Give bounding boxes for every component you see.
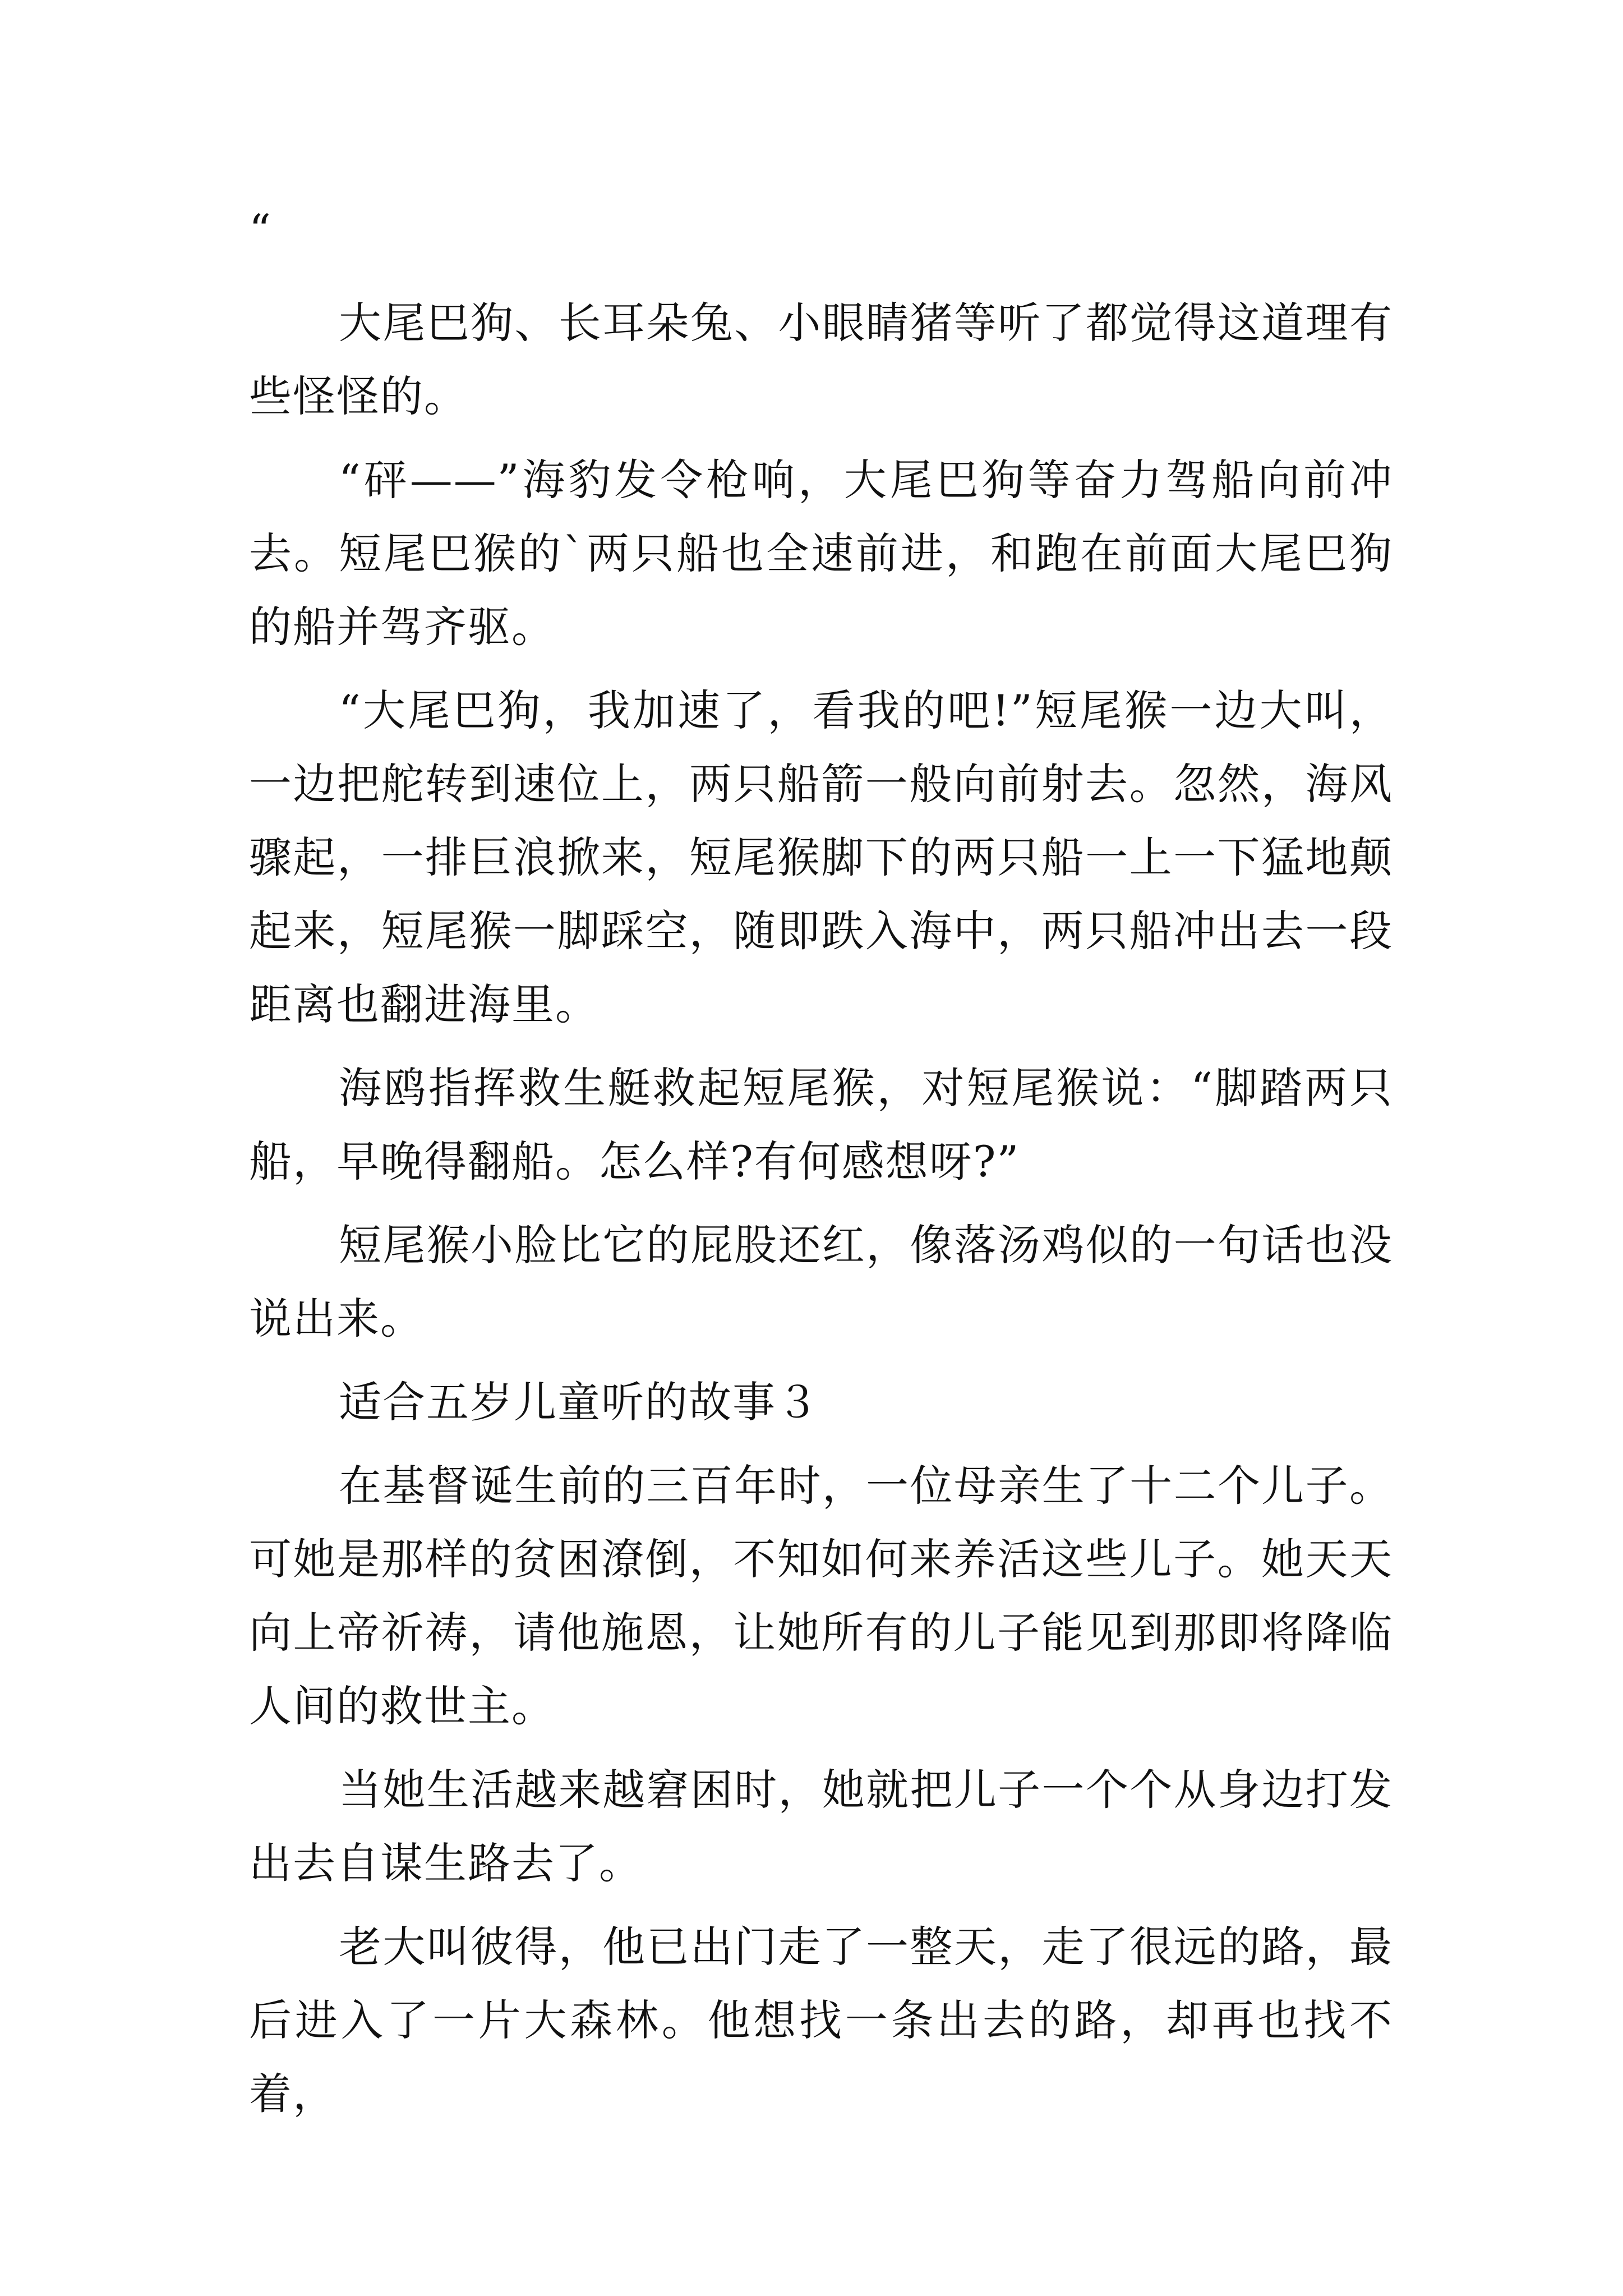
paragraph-7: 当她生活越来越窘困时，她就把儿子一个个从身边打发出去自谋生路去了。 bbox=[249, 1765, 1393, 1888]
paragraph-4: 海鸥指挥救生艇救起短尾猴，对短尾猴说：“脚踏两只船，早晚得翻船。怎么样?有何感想呀?” bbox=[249, 1063, 1393, 1186]
document-body bbox=[249, 202, 1393, 2141]
paragraph-2: “砰——”海豹发令枪响，大尾巴狗等奋力驾船向前冲去。短尾巴猴的`两只船也全速前进，和跑在前面大尾巴狗的船并驾齐驱。 bbox=[249, 455, 1393, 652]
paragraph-5: 短尾猴小脸比它的屁股还红，像落汤鸡似的一句话也没说出来。 bbox=[249, 1220, 1393, 1343]
paragraph-6: 在基督诞生前的三百年时，一位母亲生了十二个儿子。可她是那样的贫困潦倒，不知如何来养活这些儿子。她天天向上帝祈祷，请他施恩，让她所有的儿子能见到那即将降临人间的救世主。 bbox=[249, 1461, 1393, 1731]
paragraph-3: “大尾巴狗，我加速了，看我的吧!”短尾猴一边大叫，一边把舵转到速位上，两只船箭一般向前射去。忽然，海风骤起，一排巨浪掀来，短尾猴脚下的两只船一上一下猛地颠起来，短尾猴一脚踩空，随即跌入海中，两只船冲出去一段距离也翻进海里。 bbox=[249, 685, 1393, 1029]
section-heading: 适合五岁儿童听的故事３ bbox=[339, 1377, 820, 1427]
paragraph-8: 老大叫彼得，他已出门走了一整天，走了很远的路，最后进入了一片大森林。他想找一条出去的路，却再也找不着， bbox=[249, 1922, 1393, 2119]
paragraph-1: 大尾巴狗、长耳朵兔、小眼睛猪等听了都觉得这道理有些怪怪的。 bbox=[249, 298, 1393, 421]
opening-quote-mark: “ bbox=[249, 205, 272, 255]
